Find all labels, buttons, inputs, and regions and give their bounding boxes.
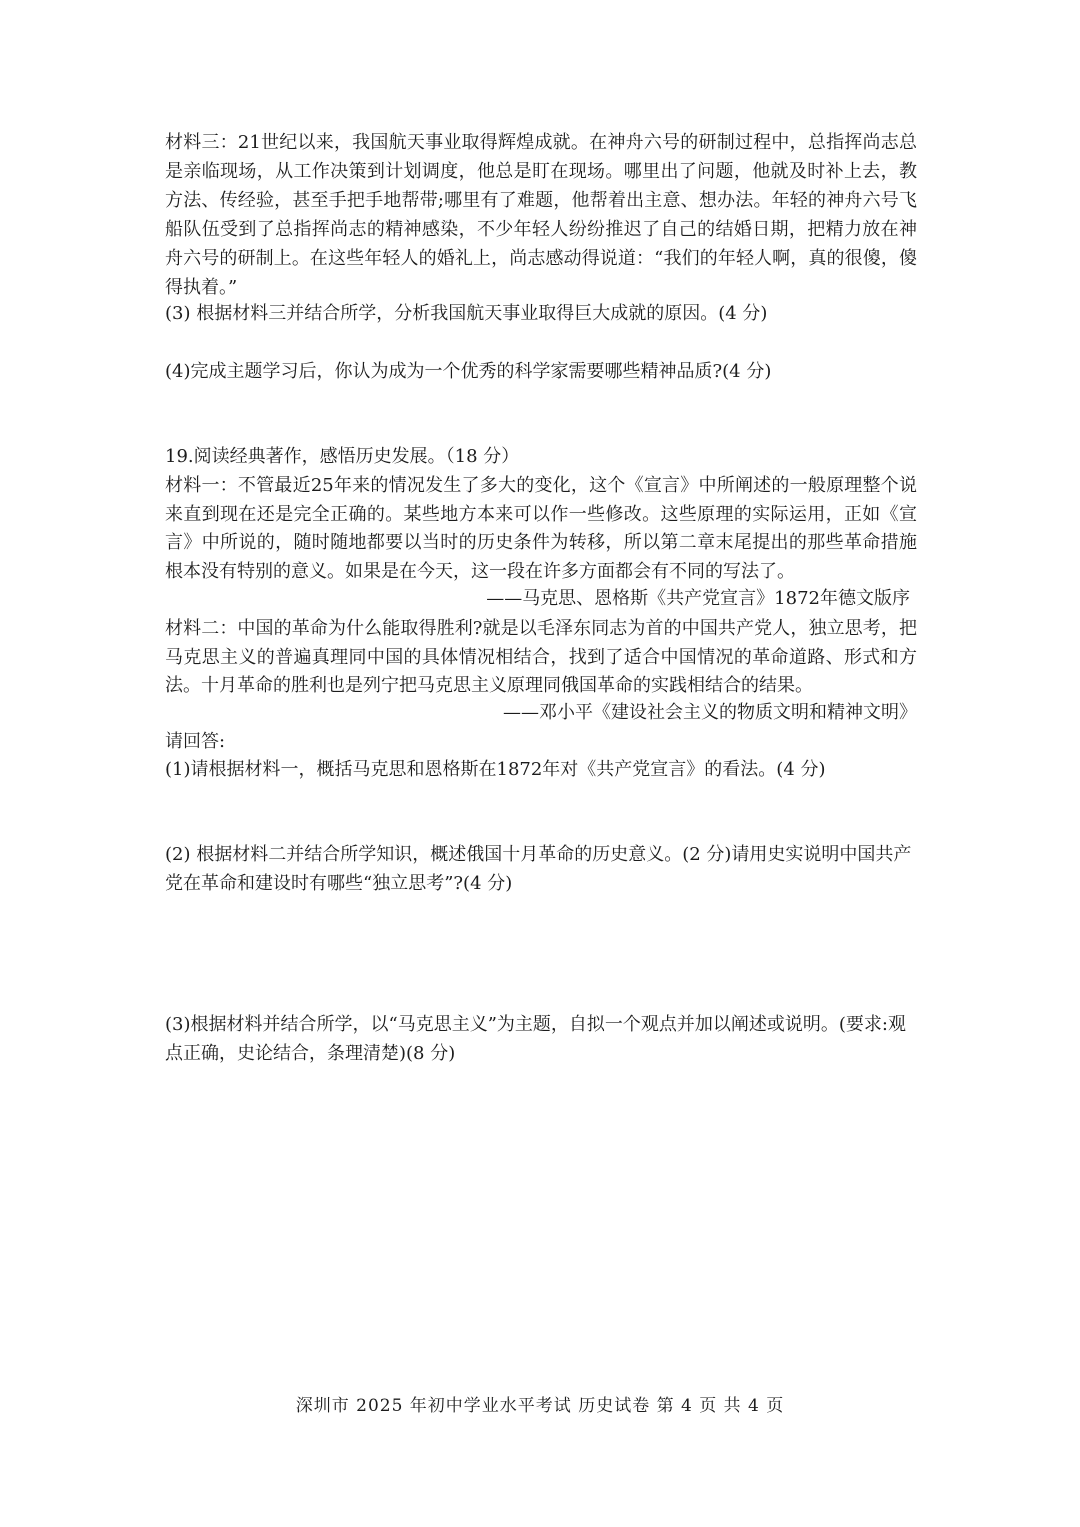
question-19-material-one: 材料一：不管最近25年来的情况发生了多大的变化，这个《宣言》中所阐述的一般原理整个说来直到现在还是完全正确的。某些地方本来可以作一些修改。这些原理的实际运用，正如《宣言》中所说的，随时随地都要以当时的历史条件为转移，所以第二章末尾提出的那些革命措施根本没有特别的意义。如果是在今天，这一段在许多方面都会有不同的写法了。	[165, 475, 917, 582]
answer-prompt: 请回答:	[165, 731, 226, 752]
material-one-source: ——马克思、恩格斯《共产党宣言》1872年德文版序	[486, 588, 910, 609]
material-three-text: 材料三：21世纪以来，我国航天事业取得辉煌成就。在神舟六号的研制过程中，总指挥尚志总是亲临现场，从工作决策到计划调度，他总是盯在现场。哪里出了问题，他就及时补上去，教方法、传经验，甚至手把手地帮带;哪里有了难题，他帮着出主意、想办法。年轻的神舟六号飞船队伍受到了总指挥尚志的精神感染，不少年轻人纷纷推迟了自己的结婚日期，把精力放在神舟六号的研制上。在这些年轻人的婚礼上，尚志感动得说道：“我们的年轻人啊，真的很傻，傻得执着。”	[165, 132, 917, 298]
question-19-part-2: (2) 根据材料二并结合所学知识，概述俄国十月革命的历史意义。(2 分)请用史实说明中国共产党在革命和建设时有哪些“独立思考”?(4 分)	[165, 844, 912, 894]
question-19-part-3: (3)根据材料并结合所学，以“马克思主义”为主题，自拟一个观点并加以阐述或说明。(要求:观点正确，史论结合，条理清楚)(8 分)	[165, 1014, 906, 1064]
material-two-source: ——邓小平《建设社会主义的物质文明和精神文明》	[503, 702, 917, 723]
question-19-heading: 19.阅读经典著作，感悟历史发展。（18 分）	[165, 446, 520, 467]
question-18-part-3: (3) 根据材料三并结合所学，分析我国航天事业取得巨大成就的原因。(4 分)	[165, 303, 768, 324]
question-19-material-two: 材料二：中国的革命为什么能取得胜利?就是以毛泽东同志为首的中国共产党人，独立思考，把马克思主义的普遍真理同中国的具体情况相结合，找到了适合中国情况的革命道路、形式和方法。十月革命的胜利也是列宁把马克思主义原理同俄国革命的实践相结合的结果。	[165, 618, 917, 696]
question-18-part-4: (4)完成主题学习后，你认为成为一个优秀的科学家需要哪些精神品质?(4 分)	[165, 361, 772, 382]
page-footer: 深圳市 2025 年初中学业水平考试 历史试卷 第 4 页 共 4 页	[295, 1396, 785, 1416]
question-19-part-1: (1)请根据材料一，概括马克思和恩格斯在1872年对《共产党宣言》的看法。(4 分)	[165, 759, 826, 780]
